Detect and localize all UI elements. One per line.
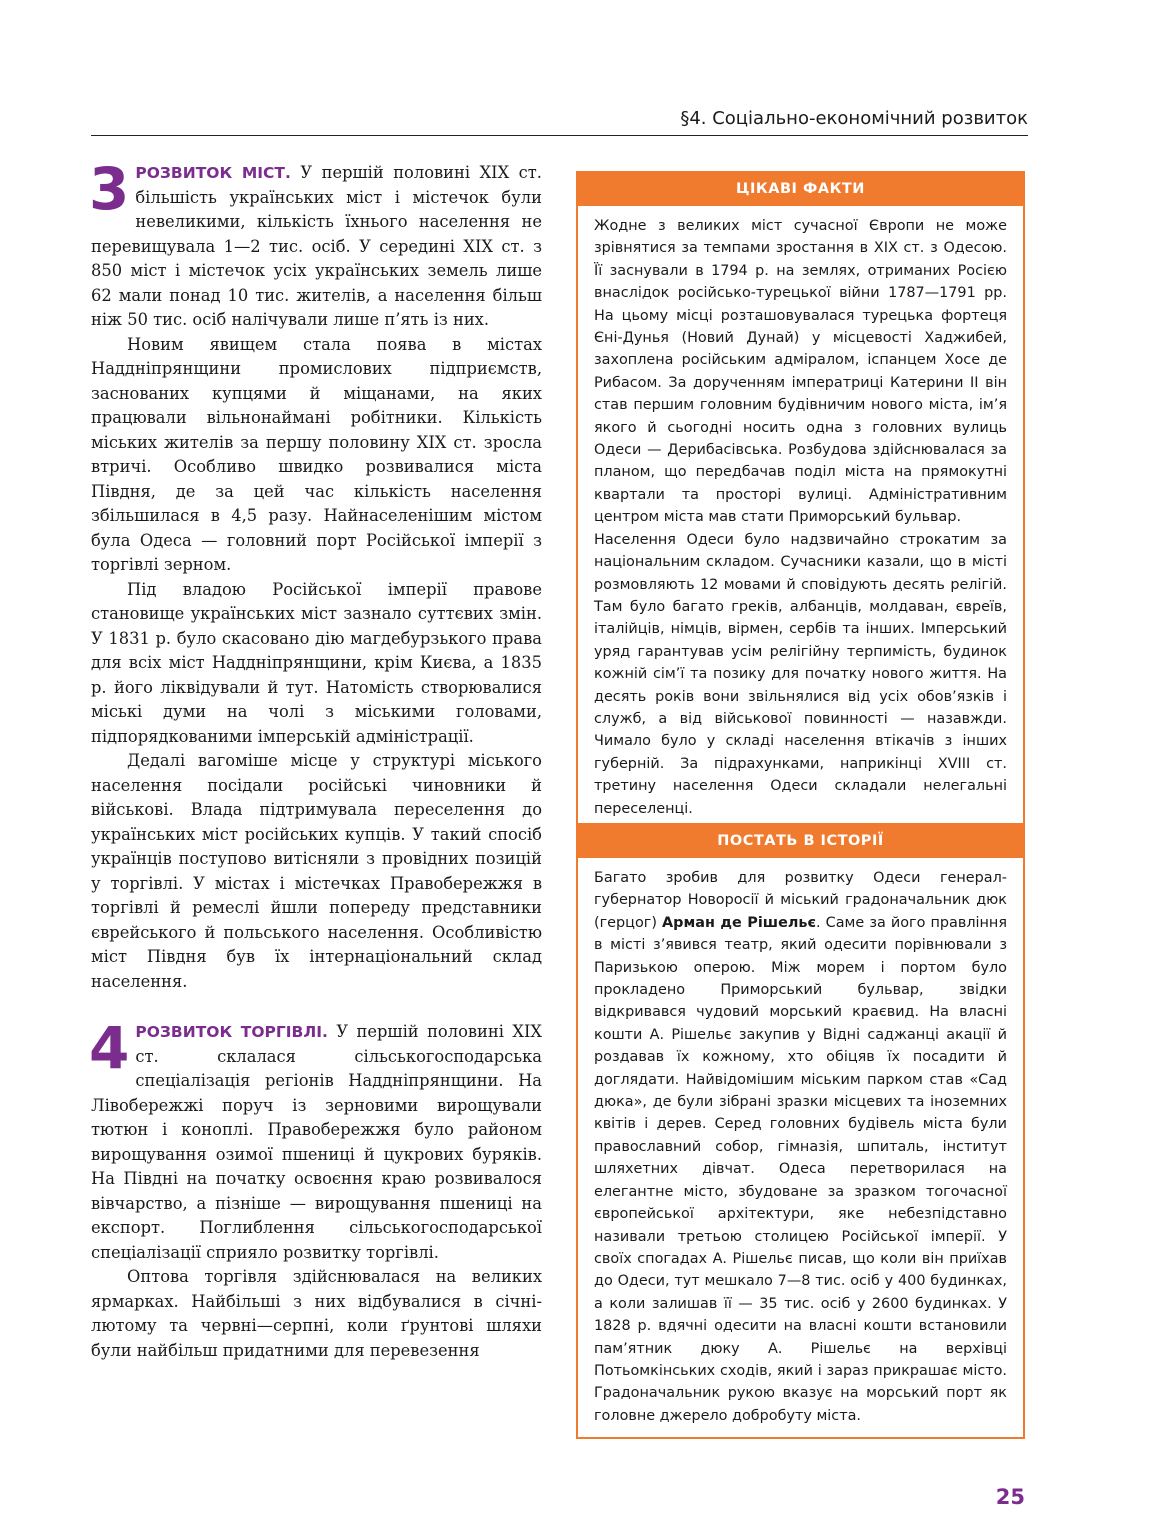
section-3	[89, 155, 542, 994]
box-body	[578, 206, 1023, 830]
section-lead-paragraph	[89, 1014, 542, 1265]
section-lead-paragraph	[89, 155, 542, 333]
running-header-title: §4. Соціально-економічний розвиток	[680, 108, 1028, 129]
box-paragraph: Жодне з великих міст сучасної Європи не може зрівнятися за темпами зростання в XIX ст. з Одесою. Її заснували в 1794 р. на землях, отриманих Росією внаслідок російсько-турецької війни 1787—1791 рр. На цьому місці розташовувалася турецька фортеця Єні-Дунья (Новий Дунай) у місцевості Хаджибей, захоплена російським адміралом, іспанцем Хосе де Рибасом. За дорученням імператриці Катерини II він став першим головним будівничим нового міста, ім’я якого й сьогодні носить одна з головних вулиць Одеси — Дерибасівська. Розбудова здійснювалася за планом, що передбачав поділ міста на прямокутні квартали та просторі вулиці. Адміністративним центром міста мав стати Приморський бульвар.	[594, 218, 1007, 526]
main-text-column	[89, 155, 542, 1363]
running-header	[91, 108, 1028, 136]
interesting-facts-box	[576, 171, 1025, 832]
page-number: 25	[995, 1485, 1025, 1509]
section-number: 3	[89, 155, 130, 223]
paragraph: Під владою Російської імперії правове становище українських міст зазнало суттєвих змін. У 1831 р. було скасовано дію магдебурзького права для всіх міст Наддніпрянщини, крім Києва, а 1835 р. його ліквідували й тут. Натомість створювалися міські думи на чолі з міськими головами, підпорядкованими імперській адміністрації.	[91, 579, 542, 746]
person-name: Арман де Рішельє	[662, 914, 816, 931]
box-paragraph: Населення Одеси було надзвичайно строкатим за національним складом. Сучасники казали, що в місті розмовляють 12 мовами й сповідують десять релігій. Там було багато греків, албанців, молдаван, євреїв, італійців, німців, вірмен, сербів та інших. Імперський уряд гарантував усім релігійну терпимість, будинок кожній сім’ї та позику для початку нового життя. На десять років вони звільнялися від усіх обов’язків і служб, а від військової повинності — назавжди. Чимало було у складі населення втікачів з інших губерній. За підрахунками, наприкінці XVIII ст. третину населення Одеси складали нелегальні переселенці.	[594, 531, 1007, 817]
paragraph: Оптова торгівля здійснювалася на великих ярмарках. Найбільші з них відбувалися в січні-лютому та червні—серпні, коли ґрунтові шляхи були найбільш придатними для перевезення	[91, 1267, 542, 1360]
paragraph: Новим явищем стала поява в містах Наддніпрянщини промислових підприємств, заснованих купцями й міщанами, на яких працювали вільнонаймані робітники. Кількість міських жителів за першу половину XIX ст. зросла втричі. Особливо швидко розвивалися міста Півдня, де за цей час кількість населення збільшилася в 4,5 разу. Найнаселенішим містом була Одеса — головний порт Російської імперії з торгівлі зерном.	[91, 334, 542, 574]
section-lead-text: У першій половині XIX ст. більшість українських міст і містечок були невеликими, кількість їхнього населення не перевищувала 1—2 тис. осіб. У середині XIX ст. з 850 міст і містечок усіх українських земель лише 62 мали понад 10 тис. жителів, а населення більш ніж 50 тис. осіб налічували лише п’ять із них.	[91, 163, 542, 329]
person-in-history-box	[576, 823, 1025, 1439]
section-4	[89, 1014, 542, 1363]
box-paragraph	[594, 867, 1007, 1427]
paragraph: Дедалі вагоміше місце у структурі міського населення посідали російські чиновники й військові. Влада підтримувала переселення до українських міст російських купців. У такий спосіб українців поступово витісняли з провідних позицій у торгівлі. У містах і містечках Правобережжя в торгівлі й ремеслі йшли попереду представники єврейського й польського населення. Особливістю міст Півдня був їх інтернаціональний склад населення.	[91, 751, 542, 991]
box-title: ПОСТАТЬ В ІСТОРІЇ	[578, 825, 1023, 858]
box-main-text: . Саме за його правління в місті з’явився театр, який одесити порівнювали з Паризькою оперою. Між морем і портом було прокладено Приморський бульвар, звідки відкривався чудовий морський краєвид. На власні кошти А. Рішельє закупив у Відні саджанці акації й роздавав їх кожному, хто обіцяв їх посадити й доглядати. Найвідомішим міським парком став «Сад дюка», де були зібрані зразки місцевих та іноземних квітів і дерев. Серед головних будівель міста були православний собор, гімназія, шпиталь, інститут шляхетних дівчат. Одеса перетворилася на елегантне місто, збудоване за зразком тогочасної європейської архітектури, яке небезпідставно називали третьою столицею Російської імперії. У своїх спогадах А. Рішельє писав, що коли він приїхав до Одеси, тут мешкало 7—8 тис. осіб у 400 будинках, а коли залишав її — 35 тис. осіб у 2600 будинках. У 1828 р. вдячні одесити на власні кошти встановили пам’ятник дюку А. Рішельє на верхівці Потьомкінських сходів, який і зараз прикрашає місто. Градоначальник рукою вказує на морський порт як головне джерело добробуту міста.	[594, 914, 1007, 1424]
box-body	[578, 858, 1023, 1437]
section-number: 4	[89, 1014, 130, 1082]
section-title: РОЗВИТОК ТОРГІВЛІ.	[135, 1023, 328, 1041]
box-intro-text: Багато зробив для розвитку Одеси генерал-губернатор Новоросії й міський градоначальник дюк (герцог)	[594, 870, 1007, 931]
box-title: ЦІКАВІ ФАКТИ	[578, 173, 1023, 206]
section-title: РОЗВИТОК МІСТ.	[135, 164, 291, 182]
section-lead-text: У першій половині XIX ст. склалася сільськогосподарська спеціалізація регіонів Наддніпрянщини. На Лівобережжі поруч із зерновими вирощували тютюн і коноплі. Правобережжя було районом вирощування озимої пшениці й цукрових буряків. На Півдні на початку освоєння краю розвивалося вівчарство, а пізніше — вирощування пшениці на експорт. Поглиблення сільськогосподарської спеціалізації сприяло розвитку торгівлі.	[91, 1022, 542, 1262]
